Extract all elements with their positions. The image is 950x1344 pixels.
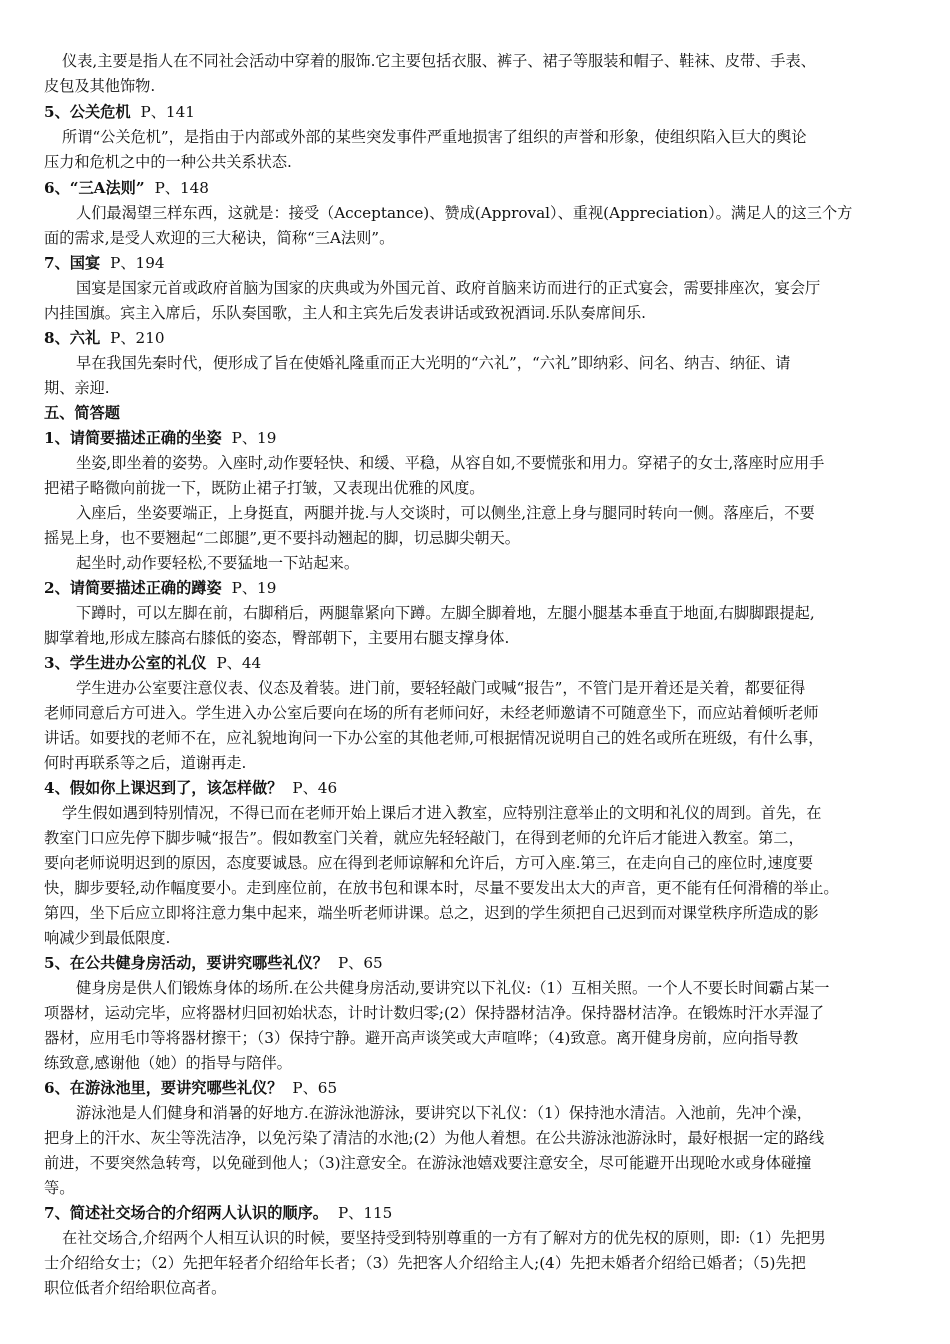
- paragraph-line: [76, 976, 942, 1000]
- line-text: 前进，不要突然急转弯，以免碰到他人；（3)注意安全。在游泳池嬉戏要注意安全，尽可能避开出现呛水或身体碰撞: [44, 1154, 812, 1172]
- line-text: 快，脚步要轻,动作幅度要小。走到座位前，在放书包和课本时，尽量不要发出太大的声音，更不能有任何滑稽的举止。: [44, 879, 839, 897]
- paragraph-line: [62, 49, 942, 73]
- line-text: 6、“三A法则”: [44, 179, 145, 197]
- paragraph-line: [44, 1001, 942, 1025]
- line-text: 内挂国旗。宾主入席后，乐队奏国歌，主人和主宾先后发表讲话或致祝酒词.乐队奏席间乐.: [44, 304, 646, 322]
- line-text: 讲话。如要找的老师不在，应礼貌地询问一下办公室的其他老师,可根据情况说明自己的姓名或所在班级，有什么事，: [44, 729, 824, 747]
- line-text: 坐姿,即坐着的姿势。入座时,动作要轻快、和缓、平稳，从容自如,不要慌张和用力。穿裙子的女士,落座时应用手: [76, 454, 825, 472]
- paragraph-line: [44, 1151, 942, 1175]
- paragraph-line: [76, 551, 942, 575]
- line-text: 士介绍给女士；（2）先把年轻者介绍给年长者；（3）先把客人介绍给主人;(4）先把未婚者介绍给已婚者；（5)先把: [44, 1254, 806, 1272]
- line-text: 把身上的汗水、灰尘等洗洁净，以免污染了清洁的水池;(2）为他人着想。在公共游泳池游泳时，最好根据一定的路线: [44, 1129, 825, 1147]
- line-text: 健身房是供人们锻炼身体的场所.在公共健身房活动,要讲究以下礼仪:（1）互相关照。一个人不要长时间霸占某一: [76, 979, 830, 997]
- paragraph-line: [44, 926, 942, 950]
- section-heading: [44, 1076, 942, 1100]
- line-text: 学生假如遇到特别情况，不得已而在老师开始上课后才进入教室，应特别注意举止的文明和礼仪的周到。首先，在: [62, 804, 822, 822]
- paragraph-line: [44, 1051, 942, 1075]
- line-text: 5、在公共健身房活动，要讲究哪些礼仪？: [44, 954, 328, 972]
- line-text: 国宴是国家元首或政府首脑为国家的庆典或为外国元首、政府首脑来访而进行的正式宴会，需要排座次，宴会厅: [76, 279, 821, 297]
- line-text: 皮包及其他饰物.: [44, 77, 156, 95]
- page-reference: P、194: [110, 254, 165, 272]
- line-text: 教室门口应先停下脚步喊“报告”。假如教室门关着，就应先轻轻敲门，在得到老师的允许后才能进入教室。第二，: [44, 829, 804, 847]
- page-reference: P、46: [292, 779, 338, 797]
- line-text: 4、假如你上课迟到了，该怎样做？: [44, 779, 283, 797]
- line-text: 3、学生进办公室的礼仪: [44, 654, 207, 672]
- paragraph-line: [44, 701, 942, 725]
- line-text: 第四，坐下后应立即将注意力集中起来，端坐听老师讲课。总之，迟到的学生须把自己迟到而对课堂秩序所造成的影: [44, 904, 819, 922]
- line-text: 游泳池是人们健身和消暑的好地方.在游泳池游泳，要讲究以下礼仪：（1）保持池水清洁。入池前，先冲个澡，: [76, 1104, 812, 1122]
- page-reference: P、19: [231, 579, 277, 597]
- paragraph-line: [44, 301, 942, 325]
- paragraph-line: [76, 676, 942, 700]
- paragraph-line: [62, 125, 942, 149]
- paragraph-line: [44, 74, 942, 98]
- paragraph-line: [76, 1101, 942, 1125]
- paragraph-line: [44, 901, 942, 925]
- paragraph-line: [44, 150, 942, 174]
- line-text: 摇晃上身，也不要翘起“二郎腿”,更不要抖动翘起的脚，切忌脚尖朝天。: [44, 529, 520, 547]
- line-text: 何时再联系等之后，道谢再走.: [44, 754, 247, 772]
- paragraph-line: [44, 751, 942, 775]
- paragraph-line: [44, 1176, 942, 1200]
- section-heading: [44, 576, 942, 600]
- line-text: 压力和危机之中的一种公共关系状态.: [44, 153, 292, 171]
- line-text: 项器材，运动完毕，应将器材归回初始状态，计时计数归零;(2）保持器材洁净。保持器材洁净。在锻炼时汗水弄湿了: [44, 1004, 825, 1022]
- line-text: 人们最渴望三样东西，这就是：接受（Acceptance)、赞成(Approval）、重视(Appreciation）。满足人的这三个方: [76, 204, 853, 222]
- paragraph-line: [44, 626, 942, 650]
- section-heading: [44, 251, 942, 275]
- line-text: 7、简述社交场合的介绍两人认识的顺序。: [44, 1204, 328, 1222]
- line-text: 期、亲迎.: [44, 379, 110, 397]
- line-text: 脚掌着地,形成左膝高右膝低的姿态，臀部朝下，主要用右腿支撑身体.: [44, 629, 510, 647]
- paragraph-line: [76, 601, 942, 625]
- line-text: 要向老师说明迟到的原因，态度要诚恳。应在得到老师谅解和允许后，方可入座.第三，在走向自己的座位时,速度要: [44, 854, 814, 872]
- paragraph-line: [44, 476, 942, 500]
- page-reference: P、65: [292, 1079, 338, 1097]
- paragraph-line: [44, 826, 942, 850]
- line-text: 等。: [44, 1179, 75, 1197]
- paragraph-line: [62, 801, 942, 825]
- paragraph-line: [76, 276, 942, 300]
- page-reference: P、19: [231, 429, 277, 447]
- line-text: 起坐时,动作要轻松,不要猛地一下站起来。: [76, 554, 360, 572]
- section-heading: [44, 426, 942, 450]
- paragraph-line: [44, 1126, 942, 1150]
- line-text: 响减少到最低限度.: [44, 929, 171, 947]
- paragraph-line: [76, 201, 942, 225]
- line-text: 职位低者介绍给职位高者。: [44, 1279, 227, 1297]
- line-text: 器材，应用毛巾等将器材擦干；（3）保持宁静。避开高声谈笑或大声喧哗；（4)致意。离开健身房前，应向指导教: [44, 1029, 799, 1047]
- section-heading: [44, 651, 942, 675]
- paragraph-line: [76, 451, 942, 475]
- page-reference: P、210: [110, 329, 165, 347]
- line-text: 仪表,主要是指人在不同社会活动中穿着的服饰.它主要包括衣服、裤子、裙子等服装和帽子、鞋袜、皮带、手表、: [62, 52, 816, 70]
- section-heading: [44, 776, 942, 800]
- paragraph-line: [44, 876, 942, 900]
- line-text: 1、请简要描述正确的坐姿: [44, 429, 222, 447]
- section-heading: [44, 326, 942, 350]
- page-reference: P、115: [337, 1204, 393, 1222]
- page-reference: P、141: [140, 103, 195, 121]
- line-text: 下蹲时，可以左脚在前，右脚稍后，两腿靠紧向下蹲。左脚全脚着地，左腿小腿基本垂直于地面,右脚脚跟提起,: [76, 604, 815, 622]
- line-text: 把裙子略微向前拢一下，既防止裙子打皱，又表现出优雅的风度。: [44, 479, 485, 497]
- paragraph-line: [44, 526, 942, 550]
- section-heading: [44, 100, 942, 124]
- paragraph-line: [44, 376, 942, 400]
- page-reference: P、148: [154, 179, 209, 197]
- line-text: 入座后，坐姿要端正，上身挺直，两腿并拢.与人交谈时，可以侧坐,注意上身与腿同时转向一侧。落座后，不要: [76, 504, 815, 522]
- section-heading: [44, 1201, 942, 1225]
- paragraph-line: [44, 1276, 942, 1300]
- paragraph-line: [44, 851, 942, 875]
- paragraph-line: [44, 226, 942, 250]
- line-text: 8、六礼: [44, 329, 101, 347]
- paragraph-line: [44, 1251, 942, 1275]
- section-heading: [44, 951, 942, 975]
- line-text: 练致意,感谢他（她）的指导与陪伴。: [44, 1054, 292, 1072]
- page-reference: P、65: [337, 954, 383, 972]
- section-heading: [44, 401, 942, 425]
- line-text: 五、简答题: [44, 404, 120, 422]
- paragraph-line: [44, 1026, 942, 1050]
- line-text: 2、请简要描述正确的蹲姿: [44, 579, 222, 597]
- line-text: 面的需求,是受人欢迎的三大秘诀，简称“三A法则”。: [44, 229, 395, 247]
- section-heading: [44, 176, 942, 200]
- page-reference: P、44: [216, 654, 262, 672]
- line-text: 7、国宴: [44, 254, 101, 272]
- line-text: 5、公关危机: [44, 103, 131, 121]
- line-text: 6、在游泳池里，要讲究哪些礼仪？: [44, 1079, 283, 1097]
- paragraph-line: [76, 501, 942, 525]
- line-text: 所谓“公关危机”，是指由于内部或外部的某些突发事件严重地损害了组织的声誉和形象，使组织陷入巨大的舆论: [62, 128, 807, 146]
- paragraph-line: [44, 726, 942, 750]
- line-text: 学生进办公室要注意仪表、仪态及着装。进门前，要轻轻敲门或喊“报告”，不管门是开着还是关着，都要征得: [76, 679, 806, 697]
- paragraph-line: [62, 1226, 942, 1250]
- line-text: 早在我国先秦时代，便形成了旨在使婚礼隆重而正大光明的“六礼”，“六礼”即纳彩、问名、纳吉、纳征、请: [76, 354, 791, 372]
- line-text: 老师同意后方可进入。学生进入办公室后要向在场的所有老师问好，未经老师邀请不可随意坐下，而应站着倾听老师: [44, 704, 819, 722]
- line-text: 在社交场合,介绍两个人相互认识的时候，要坚持受到特别尊重的一方有了解对方的优先权的原则，即:（1）先把男: [62, 1229, 826, 1247]
- paragraph-line: [76, 351, 942, 375]
